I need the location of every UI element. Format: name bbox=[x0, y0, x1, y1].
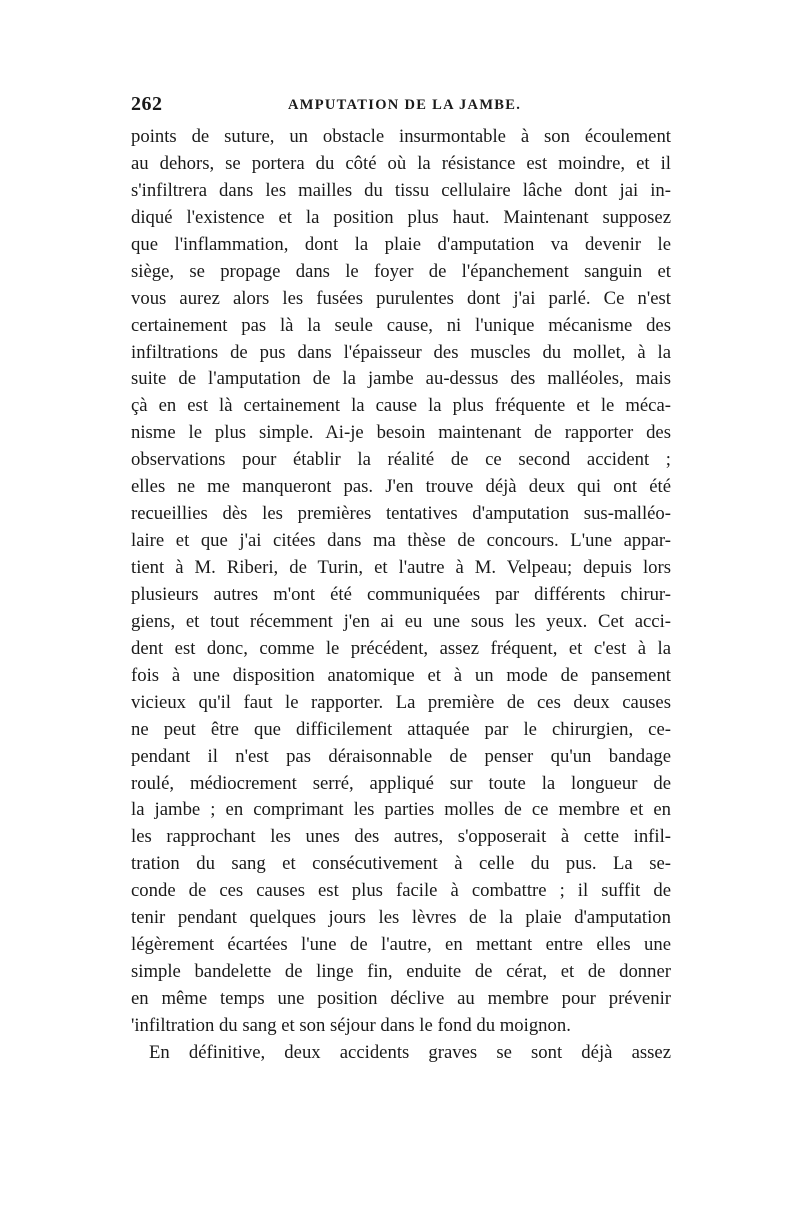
text-line: giens, et tout récemment j'en ai eu une sous les yeux. Cet acci- bbox=[131, 610, 671, 632]
text-line: conde de ces causes est plus facile à combattre ; il suffit de bbox=[131, 880, 671, 902]
text-line: ne peut être que difficilement attaquée par le chirurgien, ce- bbox=[131, 718, 671, 740]
body-text bbox=[131, 124, 671, 1067]
text-line: vous aurez alors les fusées purulentes dont j'ai parlé. Ce n'est bbox=[131, 287, 671, 309]
text-line: suite de l'amputation de la jambe au-dessus des malléoles, mais bbox=[131, 368, 671, 390]
text-line: tration du sang et consécutivement à celle du pus. La se- bbox=[131, 853, 671, 875]
page-number: 262 bbox=[131, 93, 163, 115]
text-line: En définitive, deux accidents graves se sont déjà assez bbox=[149, 1041, 671, 1063]
text-line: légèrement écartées l'une de l'autre, en mettant entre elles une bbox=[131, 934, 671, 956]
text-line: tient à M. Riberi, de Turin, et l'autre à M. Velpeau; depuis lors bbox=[131, 557, 671, 578]
text-line: elles ne me manqueront pas. J'en trouve déjà deux qui ont été bbox=[131, 476, 671, 498]
text-line: dent est donc, comme le précédent, assez fréquent, et c'est à la bbox=[131, 637, 671, 659]
text-line: diqué l'existence et la position plus haut. Maintenant supposez bbox=[131, 206, 671, 228]
text-line: certainement pas là la seule cause, ni l'unique mécanisme des bbox=[131, 314, 671, 336]
text-line: simple bandelette de linge fin, enduite de cérat, et de donner bbox=[131, 961, 671, 983]
text-line: 'infiltration du sang et son séjour dans le fond du moignon. bbox=[131, 1014, 571, 1036]
text-line: la jambe ; en comprimant les parties molles de ce membre et en bbox=[131, 799, 671, 821]
text-line: les rapprochant les unes des autres, s'opposerait à cette infil- bbox=[131, 826, 671, 848]
text-line: infiltrations de pus dans l'épaisseur des muscles du mollet, à la bbox=[131, 341, 671, 363]
text-line: nisme le plus simple. Ai-je besoin maintenant de rapporter des bbox=[131, 422, 671, 444]
text-line: s'infiltrera dans les mailles du tissu cellulaire lâche dont jai in- bbox=[131, 179, 671, 201]
text-line: points de suture, un obstacle insurmontable à son écoulement bbox=[131, 126, 671, 147]
running-head: AMPUTATION DE LA JAMBE. bbox=[288, 97, 522, 113]
text-line: recueillies dès les premières tentatives d'amputation sus-malléo- bbox=[131, 503, 671, 525]
text-line: siège, se propage dans le foyer de l'épanchement sanguin et bbox=[131, 260, 671, 282]
text-line: que l'inflammation, dont la plaie d'amputation va devenir le bbox=[131, 233, 671, 255]
text-line: roulé, médiocrement serré, appliqué sur toute la longueur de bbox=[131, 772, 671, 794]
text-line: plusieurs autres m'ont été communiquées par différents chirur- bbox=[131, 583, 671, 605]
text-line: laire et que j'ai citées dans ma thèse de concours. L'une appar- bbox=[131, 530, 671, 552]
text-line: tenir pendant quelques jours les lèvres de la plaie d'amputation bbox=[131, 907, 671, 929]
page-header bbox=[131, 93, 671, 119]
text-line: çà en est là certainement la cause la plus fréquente et le méca- bbox=[131, 395, 671, 417]
text-line: fois à une disposition anatomique et à un mode de pansement bbox=[131, 664, 671, 686]
text-line: vicieux qu'il faut le rapporter. La première de ces deux causes bbox=[131, 691, 671, 713]
text-line: pendant il n'est pas déraisonnable de penser qu'un bandage bbox=[131, 745, 671, 767]
text-line: en même temps une position déclive au membre pour prévenir bbox=[131, 988, 671, 1009]
text-line: observations pour établir la réalité de ce second accident ; bbox=[131, 449, 671, 471]
text-line: au dehors, se portera du côté où la résistance est moindre, et il bbox=[131, 152, 671, 174]
